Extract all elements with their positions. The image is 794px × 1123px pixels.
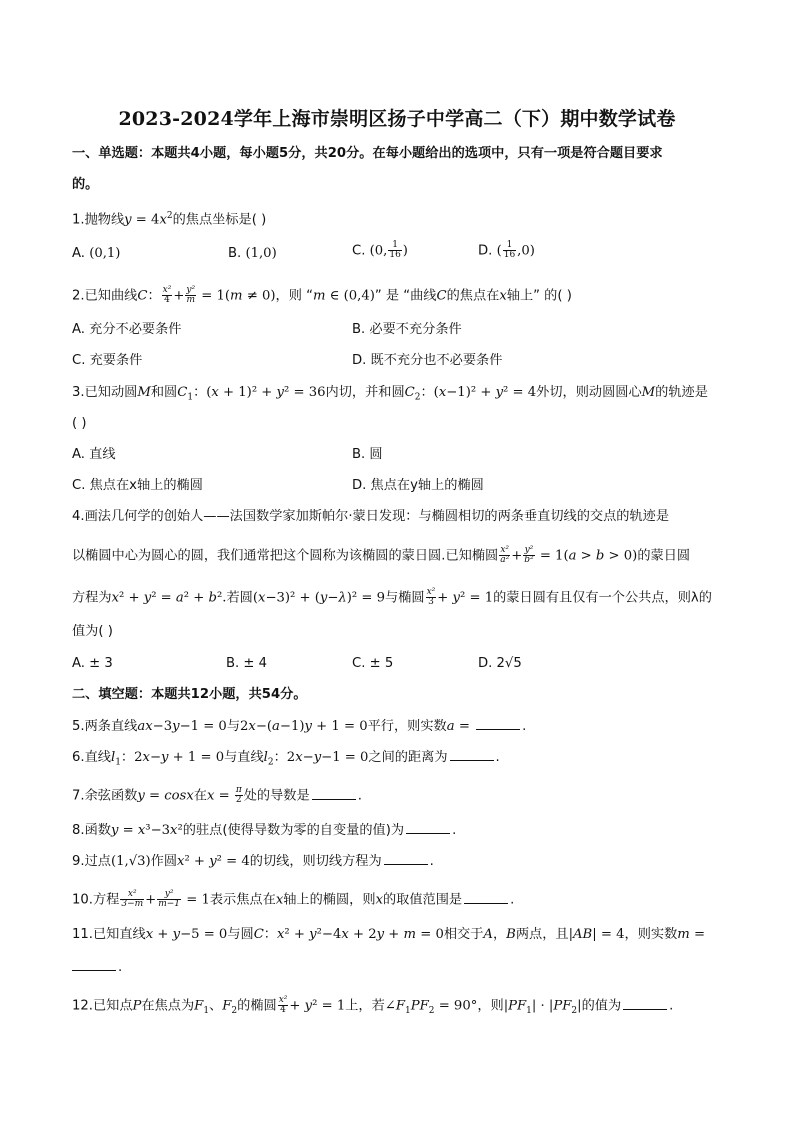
question-7: 7.余弦函数y = cosx在x = $\frac{\pi}{2}$ 处的导数是 . bbox=[72, 785, 362, 805]
answer-blank[interactable] bbox=[464, 891, 508, 904]
q4-option-a: A. ± 3 bbox=[72, 656, 113, 671]
q1-option-c: C. (0, $\frac{1}{16}$ ) bbox=[352, 240, 408, 260]
q2-option-c: C. 充要条件 bbox=[72, 353, 143, 368]
q4-option-b: B. ± 4 bbox=[226, 656, 268, 671]
answer-blank[interactable] bbox=[450, 748, 494, 761]
q3-option-a: A. 直线 bbox=[72, 447, 116, 462]
q2-option-a: A. 充分不必要条件 bbox=[72, 322, 182, 337]
question-4-line3: 方程为x² + y² = a² + b².若圆(x−3)² + (y−λ)² = 9与椭圆 $\frac{\text{x²}}{3}$ + y² = 1的蒙日圆有且仅有一个公共点，则λ的 bbox=[72, 587, 712, 607]
question-11-cont: . bbox=[72, 958, 732, 977]
question-1: 1.抛物线$y = 4x^2$的焦点坐标是( ) bbox=[72, 211, 267, 228]
q3-option-c: C. 焦点在x轴上的椭圆 bbox=[72, 478, 203, 493]
q2-option-b: B. 必要不充分条件 bbox=[352, 322, 462, 337]
q3-option-b: B. 圆 bbox=[352, 447, 383, 462]
question-3: 3.已知动圆M和圆$C_1$：(x + 1)² + y² = 36内切，并和圆$C_2$：(x−1)² + y² = 4外切，则动圆圆心M的轨迹是 bbox=[72, 385, 708, 403]
question-5: 5.两条直线ax−3y−1 = 0与2x−(a−1)y + 1 = 0平行，则实数a = . bbox=[72, 719, 527, 734]
q1-option-a: A. (0,1) bbox=[72, 246, 121, 261]
answer-blank[interactable] bbox=[384, 852, 428, 865]
question-6: 6.直线$l_1$：2x−y + 1 = 0与直线$l_2$：2x−y−1 = 0之间的距离为 . bbox=[72, 750, 500, 768]
section1-heading: 一、单选题：本题共4小题，每小题5分，共20分。在每小题给出的选项中，只有一项是符合题目要求 bbox=[72, 146, 663, 161]
question-9: 9.过点(1,√3)作圆x² + y² = 4的切线，则切线方程为 . bbox=[72, 854, 434, 869]
question-8: 8.函数y = x³−3x²的驻点(使得导数为零的自变量的值)为 . bbox=[72, 823, 457, 838]
q2-option-d: D. 既不充分也不必要条件 bbox=[352, 353, 503, 368]
section2-heading: 二、填空题：本题共12小题，共54分。 bbox=[72, 687, 307, 702]
section1-heading-cont: 的。 bbox=[72, 177, 99, 192]
question-3-cont: ( ) bbox=[72, 416, 87, 431]
q1-option-b: B. (1,0) bbox=[228, 246, 277, 261]
question-12: 12.已知点P在焦点为$F_1$、$F_2$的椭圆 $\frac{\text{x²}}{4}$ + y² = 1上，若$\angle F_1PF_2 = 90^\circ$，则$|PF_1| \cdot |PF_2|$的值为 . bbox=[72, 995, 674, 1017]
q1-option-d: D. ( $\frac{1}{16}$ ,0) bbox=[478, 240, 535, 260]
answer-blank[interactable] bbox=[476, 717, 520, 730]
answer-blank[interactable] bbox=[406, 821, 450, 834]
answer-blank[interactable] bbox=[312, 787, 356, 800]
q4-option-c: C. ± 5 bbox=[352, 656, 394, 671]
question-11: 11.已知直线x + y−5 = 0与圆C：x² + y²−4x + 2y + m = 0相交于A，B两点，且|AB| = 4，则实数m = bbox=[72, 927, 706, 942]
q3-option-d: D. 焦点在y轴上的椭圆 bbox=[352, 478, 484, 493]
answer-blank[interactable] bbox=[623, 997, 667, 1010]
question-4-line2: 以椭圆中心为圆心的圆，我们通常把这个圆称为该椭圆的蒙日圆.已知椭圆 $\frac{\text{x²}}{\text{a²}}$ + $\frac{\text{y²}}{\text{b²}}$ = 1(a > b > 0)的蒙日圆 bbox=[72, 545, 691, 565]
question-10: 10.方程 $\frac{\text{x²}}{3-m}$ + $\frac{\text{y²}}{m-1}$ = 1表示焦点在x轴上的椭圆，则x的取值范围是 . bbox=[72, 889, 515, 909]
question-4-line1: 4.画法几何学的创始人——法国数学家加斯帕尔·蒙日发现：与椭圆相切的两条垂直切线的交点的轨迹是 bbox=[72, 509, 670, 524]
question-2: 2.已知曲线C： $\frac{\text{x²}}{4}$ + $\frac{\text{y²}}{m}$ = 1(m ≠ 0)，则 “m ∈ (0,4)” 是 “曲线C的焦点在x轴上” 的( ) bbox=[72, 285, 572, 305]
page-title: 2023-2024学年上海市崇明区扬子中学高二（下）期中数学试卷 bbox=[118, 108, 676, 130]
answer-blank[interactable] bbox=[72, 958, 116, 971]
question-4-line4: 值为( ) bbox=[72, 624, 113, 639]
q4-option-d: D. 2√5 bbox=[478, 656, 522, 671]
